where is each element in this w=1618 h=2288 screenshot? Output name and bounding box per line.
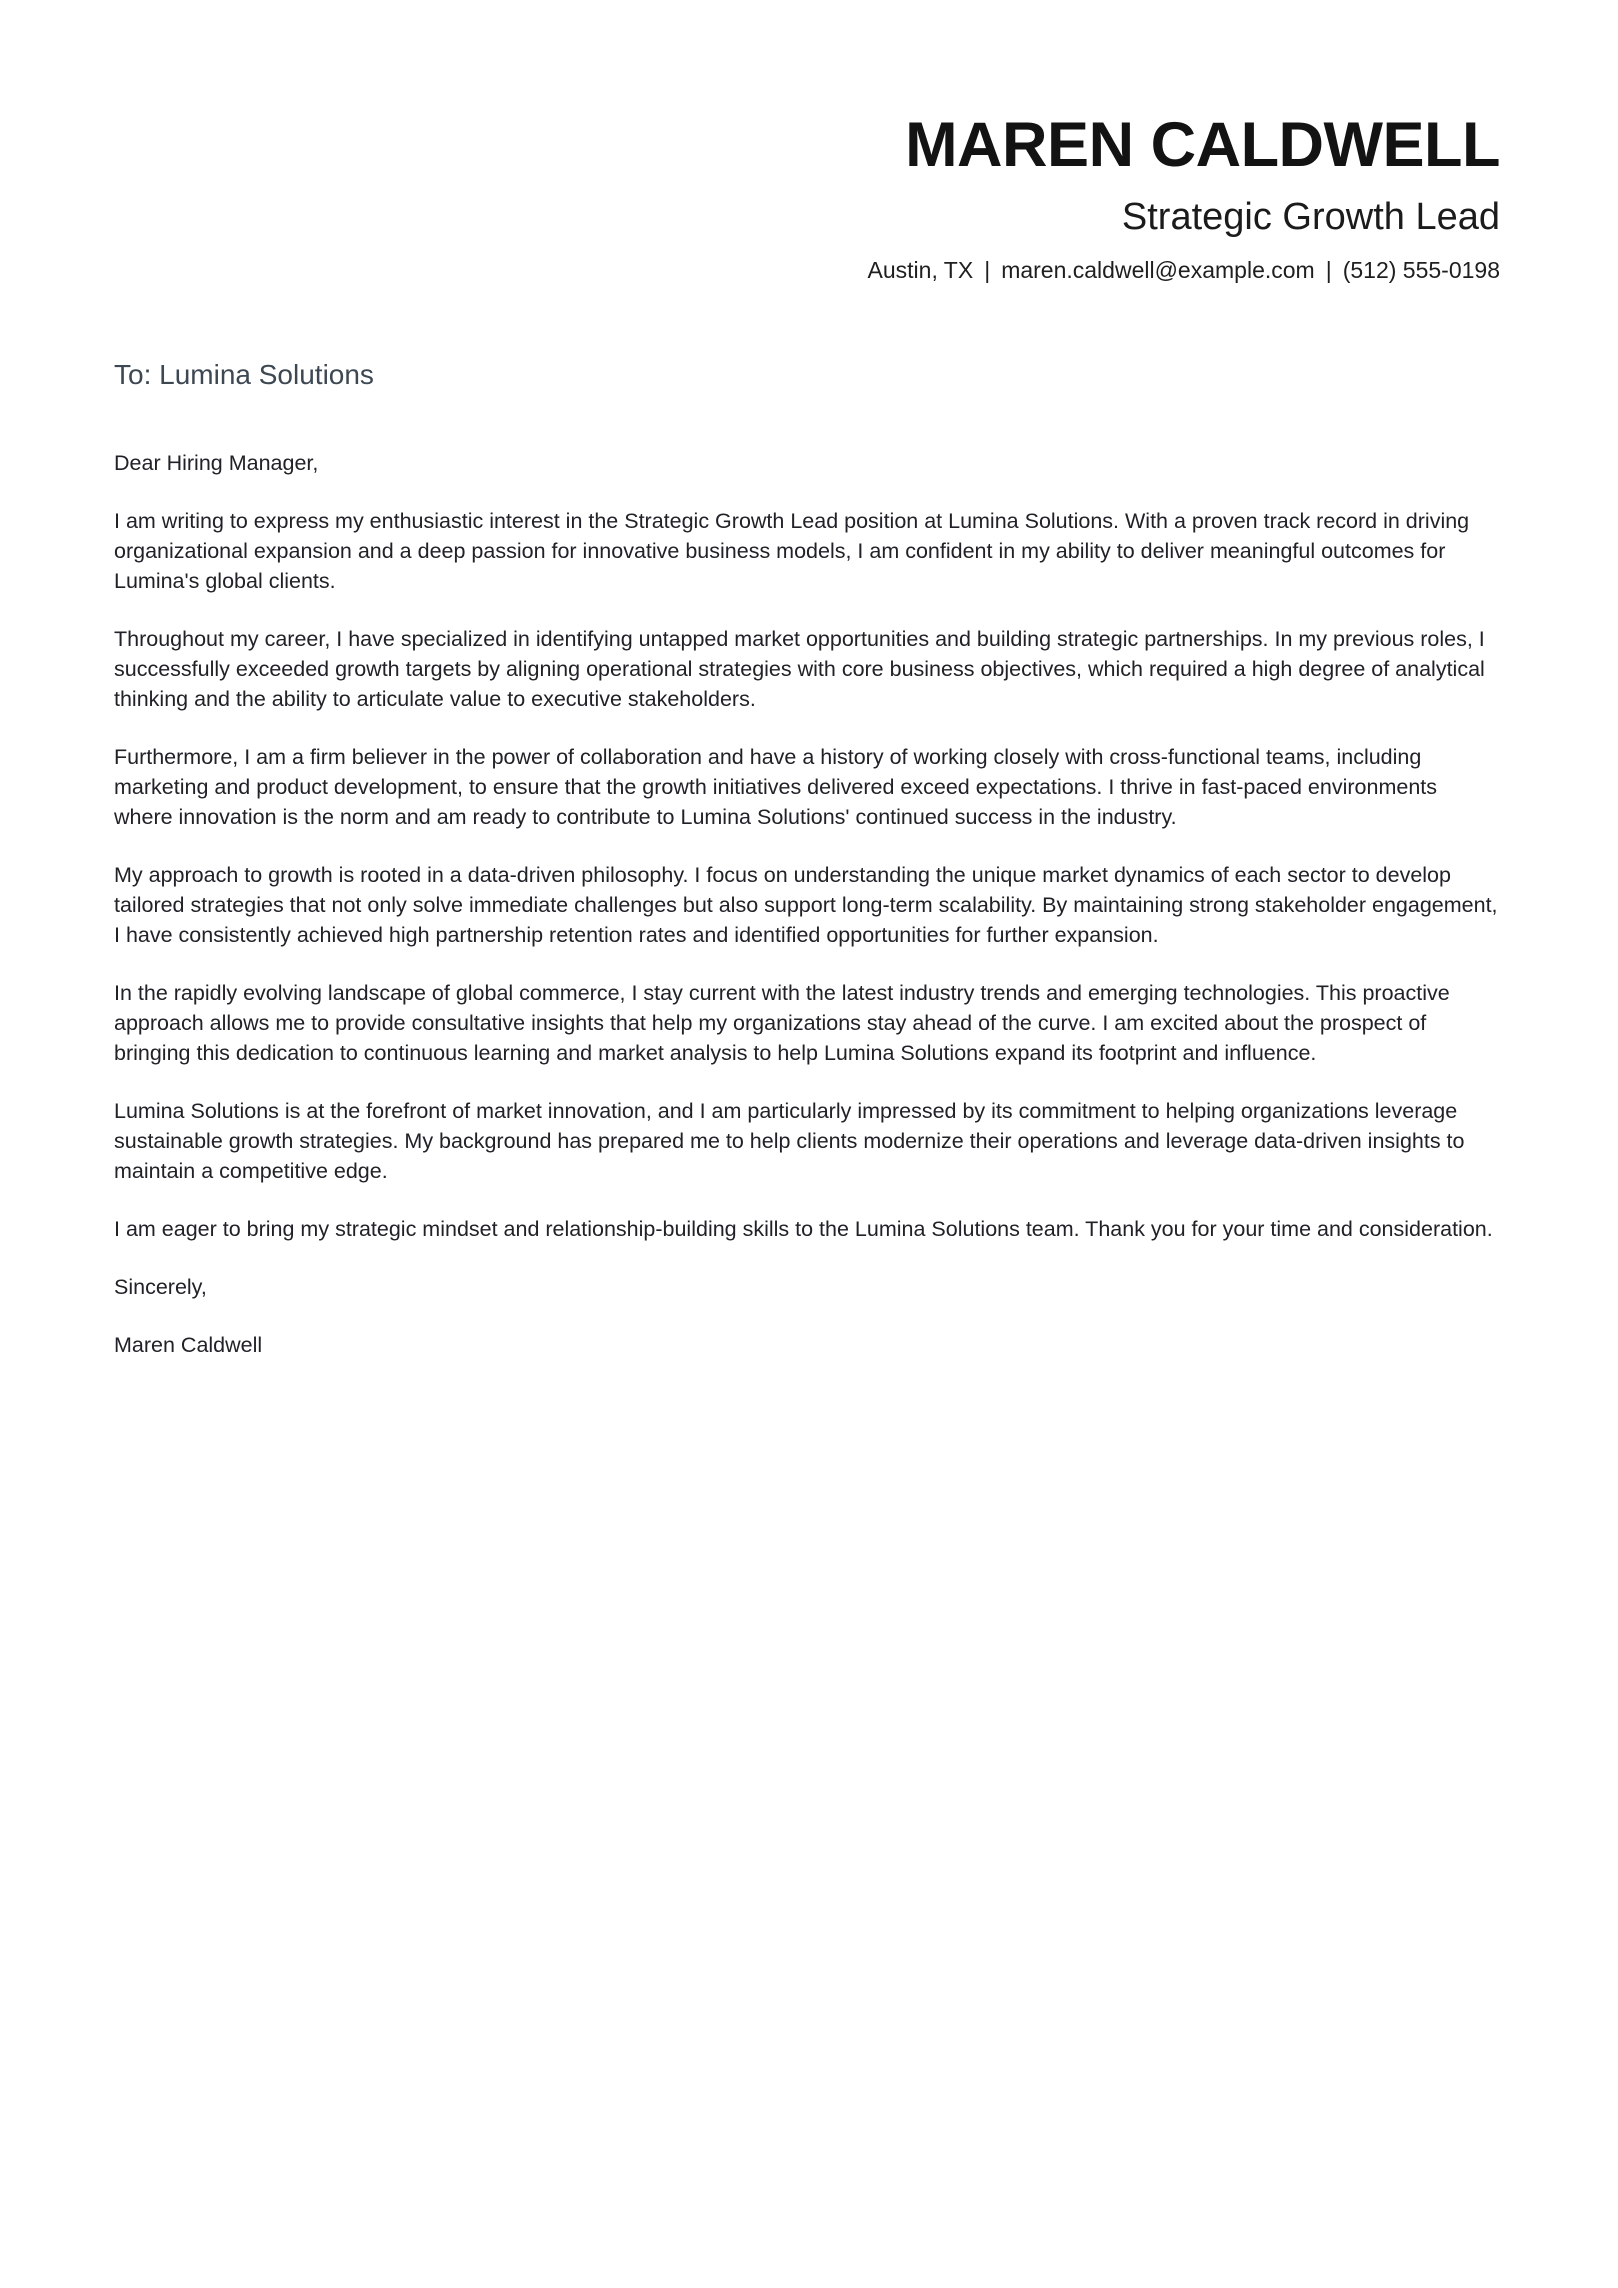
- candidate-name: MAREN CALDWELL: [905, 110, 1500, 180]
- paragraph-intro: I am writing to express my enthusiastic interest in the Strategic Growth Lead position at Lumina Solutions. With a proven track record in driving organizational expansion and a deep passion for innovative business models, I am confident in my ability to deliver meaningful outcomes for Lumina's global clients.: [114, 509, 1470, 594]
- job-title: Strategic Growth Lead: [1121, 196, 1500, 239]
- paragraph-collaboration: Furthermore, I am a firm believer in the power of collaboration and have a history of working closely with cross-functional teams, including marketing and product development, to ensure that the growth initiatives delivered exceed expectations. I thrive in fast-paced environments where innovation is the norm and am ready to contribute to Lumina Solutions' continued success in the industry.: [114, 745, 1437, 830]
- letter-header: [0, 0, 1618, 284]
- closing: Sincerely,: [114, 1275, 207, 1300]
- paragraph-career: Throughout my career, I have specialized in identifying untapped market opportunities and building strategic partnerships. In my previous roles, I successfully exceeded growth targets by aligning operational strategies with core business objectives, which required a high degree of analytical thinking and the ability to articulate value to executive stakeholders.: [114, 627, 1485, 712]
- paragraph-approach: My approach to growth is rooted in a data-driven philosophy. I focus on understanding the unique market dynamics of each sector to develop tailored strategies that not only solve immediate challenges but also support long-term scalability. By maintaining strong stakeholder engagement, I have consistently achieved high partnership retention rates and identified opportunities for further expansion.: [114, 863, 1498, 948]
- salutation: Dear Hiring Manager,: [114, 451, 319, 476]
- paragraph-industry: In the rapidly evolving landscape of global commerce, I stay current with the latest industry trends and emerging technologies. This proactive approach allows me to provide consultative insights that help my organizations stay ahead of the curve. I am excited about the prospect of bringing this dedication to continuous learning and market analysis to help Lumina Solutions expand its footprint and influence.: [114, 981, 1450, 1066]
- contact-phone: (512) 555-0198: [1342, 257, 1500, 284]
- letter-body: [0, 358, 1618, 1360]
- paragraph-thanks: I am eager to bring my strategic mindset and relationship-building skills to the Lumina Solutions team. Thank you for your time and consideration.: [114, 1217, 1493, 1242]
- contact-email: maren.caldwell@example.com: [1001, 257, 1315, 284]
- contact-separator: |: [1325, 257, 1332, 284]
- signature: Maren Caldwell: [114, 1333, 263, 1358]
- paragraph-company: Lumina Solutions is at the forefront of market innovation, and I am particularly impressed by its commitment to helping organizations leverage sustainable growth strategies. My background has prepared me to help clients modernize their operations and leverage data-driven insights to maintain a competitive edge.: [114, 1099, 1465, 1184]
- recipient-line: To: Lumina Solutions: [114, 359, 374, 391]
- contact-separator: |: [984, 257, 991, 284]
- contact-line: [0, 257, 1500, 284]
- contact-location: Austin, TX: [867, 257, 974, 284]
